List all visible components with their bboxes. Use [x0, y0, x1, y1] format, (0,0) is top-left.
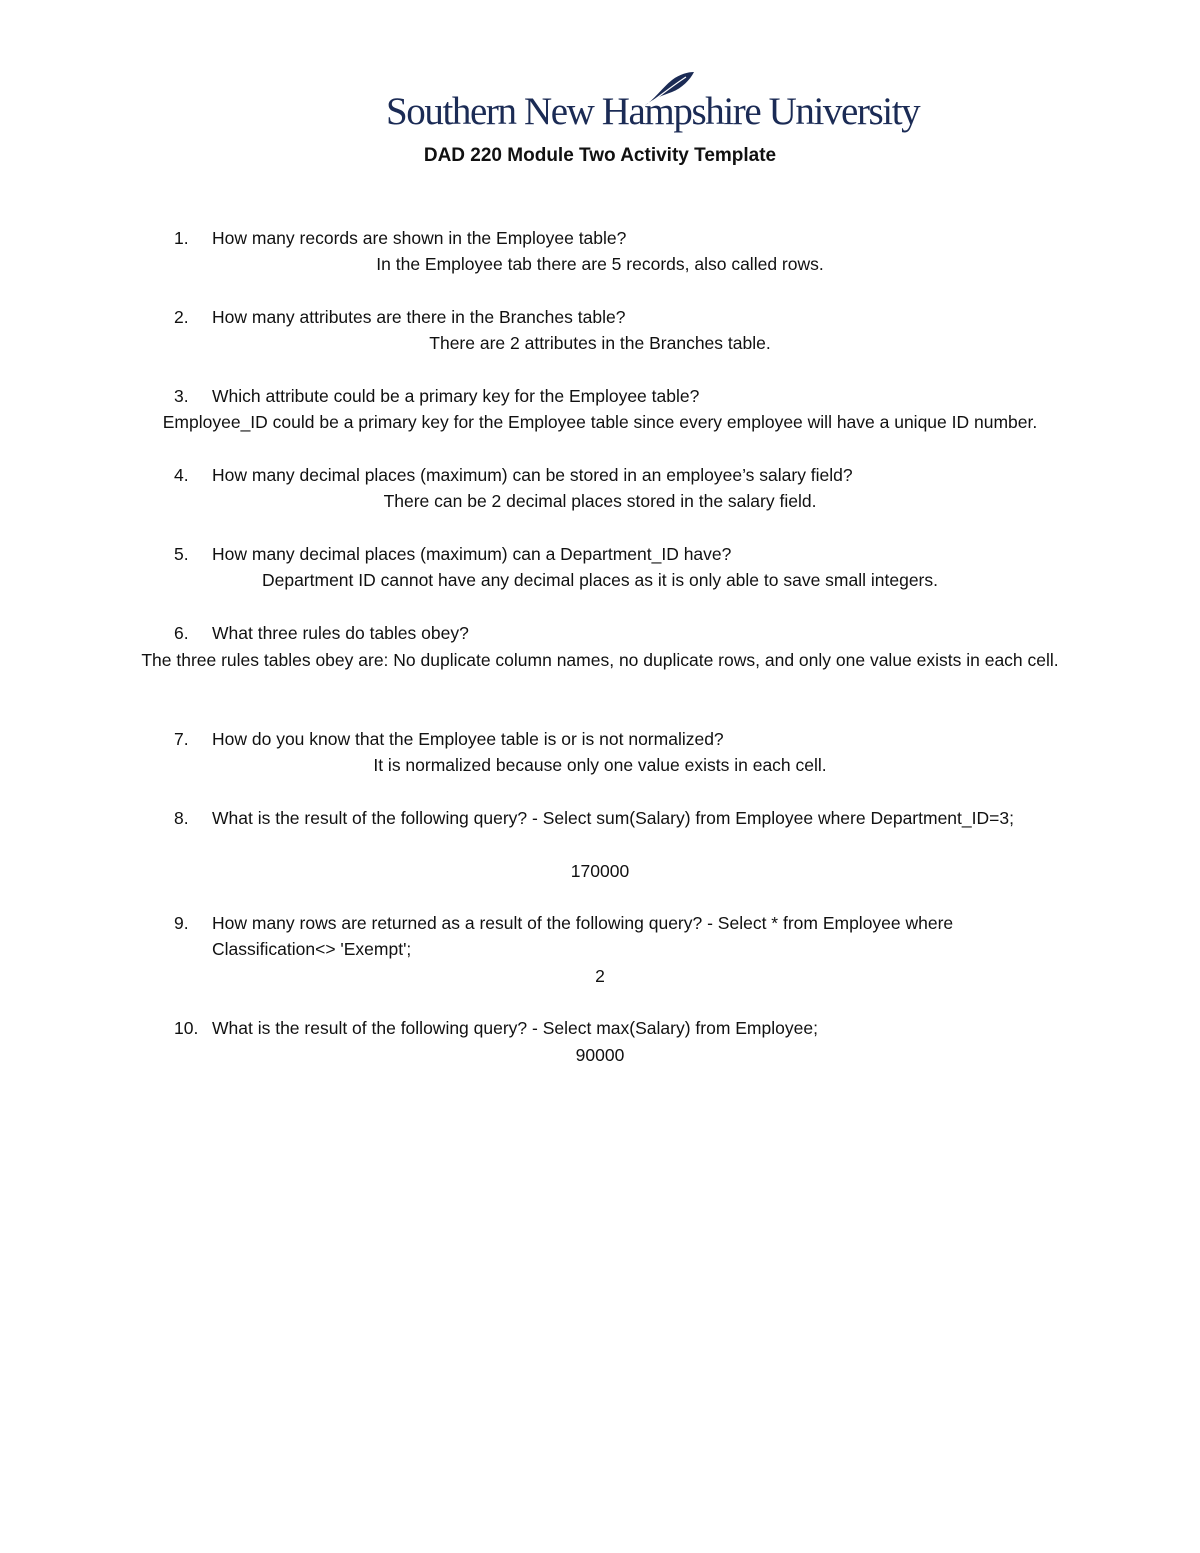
question-text: What is the result of the following query? - Select max(Salary) from Employee;	[212, 1018, 818, 1038]
question-number: 7.	[174, 729, 189, 749]
answer-1: In the Employee tab there are 5 records, also called rows.	[376, 254, 824, 274]
answer-10: 90000	[575, 1045, 625, 1065]
question-text: How many decimal places (maximum) can be stored in an employee’s salary field?	[212, 465, 853, 485]
answer-5: Department ID cannot have any decimal places as it is only able to save small integers.	[261, 570, 939, 590]
question-2	[174, 304, 1074, 330]
question-6	[174, 620, 1074, 646]
question-text: How do you know that the Employee table is or is not normalized?	[212, 729, 724, 749]
answer-4: There can be 2 decimal places stored in the salary field.	[383, 491, 817, 511]
answer-9: 2	[595, 966, 605, 986]
university-logo	[386, 70, 920, 136]
question-number: 2.	[174, 307, 189, 327]
question-8	[174, 805, 1074, 831]
question-number: 5.	[174, 544, 189, 564]
answer-6: The three rules tables obey are: No duplicate column names, no duplicate rows, and only one value exists in each cell.	[141, 650, 1059, 670]
question-number: 4.	[174, 465, 189, 485]
question-7	[174, 726, 1074, 752]
answer-2: There are 2 attributes in the Branches table.	[429, 333, 771, 353]
question-text: How many attributes are there in the Branches table?	[212, 307, 626, 327]
question-number: 8.	[174, 808, 189, 828]
question-number: 9.	[174, 913, 189, 933]
question-1	[174, 225, 1074, 251]
document-title: DAD 220 Module Two Activity Template	[423, 145, 777, 166]
question-text: Which attribute could be a primary key for the Employee table?	[212, 386, 700, 406]
answer-3: Employee_ID could be a primary key for the Employee table since every employee will have a unique ID number.	[162, 412, 1038, 432]
question-text: How many records are shown in the Employee table?	[212, 228, 627, 248]
question-3	[174, 383, 1074, 409]
question-number: 10.	[174, 1018, 199, 1038]
question-text: What three rules do tables obey?	[212, 623, 469, 643]
question-number: 6.	[174, 623, 189, 643]
university-logo-text: Southern New Hampshire University	[386, 90, 920, 133]
question-text: How many rows are returned as a result of the following query? - Select * from Employee where Classification<> 'Exempt';	[212, 913, 954, 959]
question-4	[174, 462, 1074, 488]
answer-8: 170000	[570, 861, 630, 881]
question-10	[174, 1015, 1074, 1041]
question-text: How many decimal places (maximum) can a Department_ID have?	[212, 544, 732, 564]
question-number: 1.	[174, 228, 189, 248]
question-9	[174, 910, 1074, 962]
question-text: What is the result of the following query? - Select sum(Salary) from Employee where Department_ID=3;	[212, 808, 1014, 828]
question-number: 3.	[174, 386, 189, 406]
question-5	[174, 541, 1074, 567]
answer-7: It is normalized because only one value exists in each cell.	[373, 755, 827, 775]
